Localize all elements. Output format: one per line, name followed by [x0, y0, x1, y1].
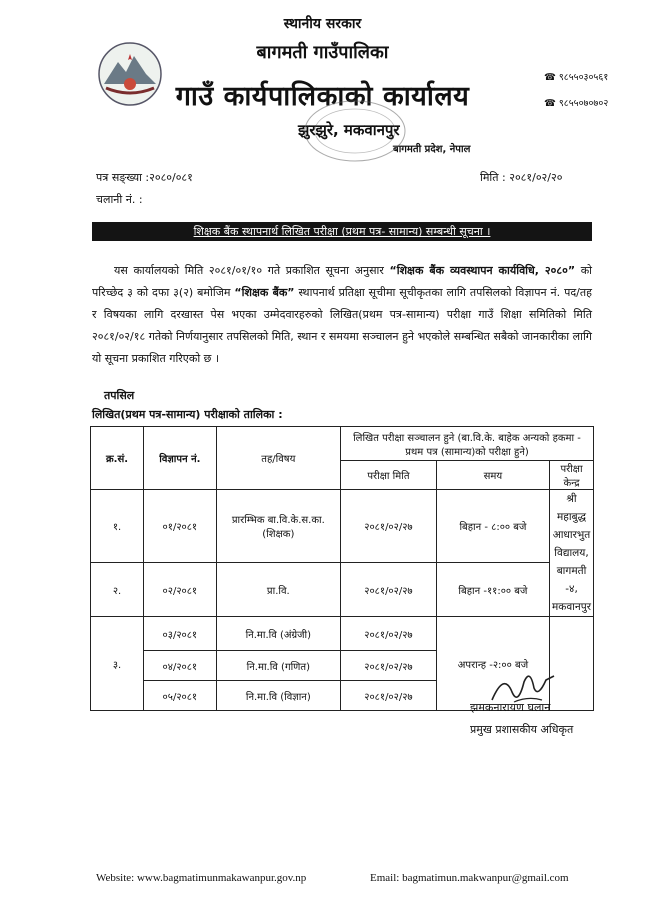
header-sn: क्र.सं. [91, 427, 144, 490]
cell-adv: ०३/२०८१ [144, 617, 217, 651]
cell-time: अपरान्ह -२:०० बजे [436, 617, 549, 711]
header-exam-group: लिखित परीक्षा सञ्चालन हुने (बा.वि.के. बाहेक अन्यको हकमा - प्रथम पत्र (सामान्य)को परीक्षा हुने) [341, 427, 594, 461]
cell-date: २०८१/०२/२७ [341, 563, 437, 617]
body-text-1: यस कार्यालयको मिति २०८१/०१/१० गते प्रकाशित सूचना अनुसार [114, 264, 384, 277]
header-level-subject: तह/विषय [216, 427, 340, 490]
cell-date: २०८१/०२/२७ [341, 490, 437, 563]
table-title: लिखित(प्रथम पत्र-सामान्य) परीक्षाको तालिका : [92, 408, 283, 421]
cell-adv: ०४/२०८१ [144, 651, 217, 681]
cell-time: बिहान -११:०० बजे [436, 563, 549, 617]
cell-adv: ०२/२०८१ [144, 563, 217, 617]
body-text-3: स्थापनार्थ प्रतिक्षा सूचीमा सूचीकृतका लागि तपसिलको विज्ञापन नं. पद/तह र विषयका लागि दरखास्त पेस भएका उम्मेदवारहरुको लिखित(प्रथम पत्र-सामान्य) परीक्षा गाउँ शिक्षा समितिको मिति २०८१/०२/१८ गतेको निर्णयानुसार तपसिलको मिति, स्थान र समयमा सञ्चालन हुने भएकोले सम्बन्धित सबैको जानकारीका लागि यो सूचना प्रकाशित गरिएको छ । [92, 286, 592, 365]
office-stamp-icon [300, 96, 410, 166]
header-province: बागमती प्रदेश, नेपाल [393, 144, 471, 155]
cell-date: २०८१/०२/२७ [341, 681, 437, 711]
table-row [91, 490, 594, 563]
tapsil-heading: तपसिल [104, 389, 135, 402]
signatory-title: प्रमुख प्रशासकीय अधिकृत [470, 723, 574, 736]
footer-website: Website: www.bagmatimunmakawanpur.gov.np [96, 872, 307, 884]
cell-level: नि.मा.वि (विज्ञान) [216, 681, 340, 711]
footer-email: Email: bagmatimun.makwanpur@gmail.com [370, 872, 569, 884]
header-adv-no: विज्ञापन नं. [144, 427, 217, 490]
cell-level: नि.मा.वि (गणित) [216, 651, 340, 681]
table-row [91, 617, 594, 651]
reference-number: पत्र सङ्ख्या :२०८०/०८१ [96, 171, 193, 184]
notice-title-banner [92, 222, 592, 241]
cell-time: बिहान - ८:०० बजे [436, 490, 549, 563]
header-municipality: बागमती गाउँपालिका [256, 42, 389, 63]
body-text-2: को परिच्छेद ३ को दफा ३(२) बमोजिम [92, 264, 592, 299]
phone-number-2: ☎ ९८५५०७०७०२ [544, 98, 609, 109]
body-bold-1: “शिक्षक बैंक व्यवस्थापन कार्यविधि, २०८०” [389, 264, 576, 277]
cell-adv: ०५/२०८१ [144, 681, 217, 711]
cell-sn: १. [91, 490, 144, 563]
header-office-title: गाउँ कार्यपालिकाको कार्यालय [175, 81, 470, 112]
signatory-name: झमकनारायण घलान [470, 701, 551, 714]
letter-date: मिति : २०८१/०२/२० [480, 171, 563, 184]
phone-number-1: ☎ ९८५५०३०५६१ [544, 72, 609, 83]
header-exam-center: परीक्षा केन्द्र [550, 461, 594, 490]
notice-body [92, 260, 592, 370]
header-location: झुरझुरे, मकवानपुर [298, 121, 400, 139]
cell-sn: २. [91, 563, 144, 617]
body-bold-2: “शिक्षक बैंक” [234, 286, 295, 299]
header-local-government: स्थानीय सरकार [283, 16, 362, 32]
header-exam-date: परीक्षा मिति [341, 461, 437, 490]
cell-level: नि.मा.वि (अंग्रेजी) [216, 617, 340, 651]
dispatch-number: चलानी नं. : [96, 193, 143, 206]
table-row [91, 563, 594, 617]
cell-sn: ३. [91, 617, 144, 711]
cell-level: प्रारम्भिक बा.वि.के.स.का.(शिक्षक) [216, 490, 340, 563]
cell-level: प्रा.वि. [216, 563, 340, 617]
cell-date: २०८१/०२/२७ [341, 617, 437, 651]
notice-title: शिक्षक बैंक स्थापनार्थ लिखित परीक्षा (प्रथम पत्र- सामान्य) सम्बन्धी सूचना । [193, 225, 491, 238]
cell-exam-center: श्री महाबुद्ध आधारभुत विद्यालय, बागमती -४, मकवानपुर [550, 490, 594, 617]
header-time: समय [436, 461, 549, 490]
cell-adv: ०१/२०८१ [144, 490, 217, 563]
cell-date: २०८१/०२/२७ [341, 651, 437, 681]
